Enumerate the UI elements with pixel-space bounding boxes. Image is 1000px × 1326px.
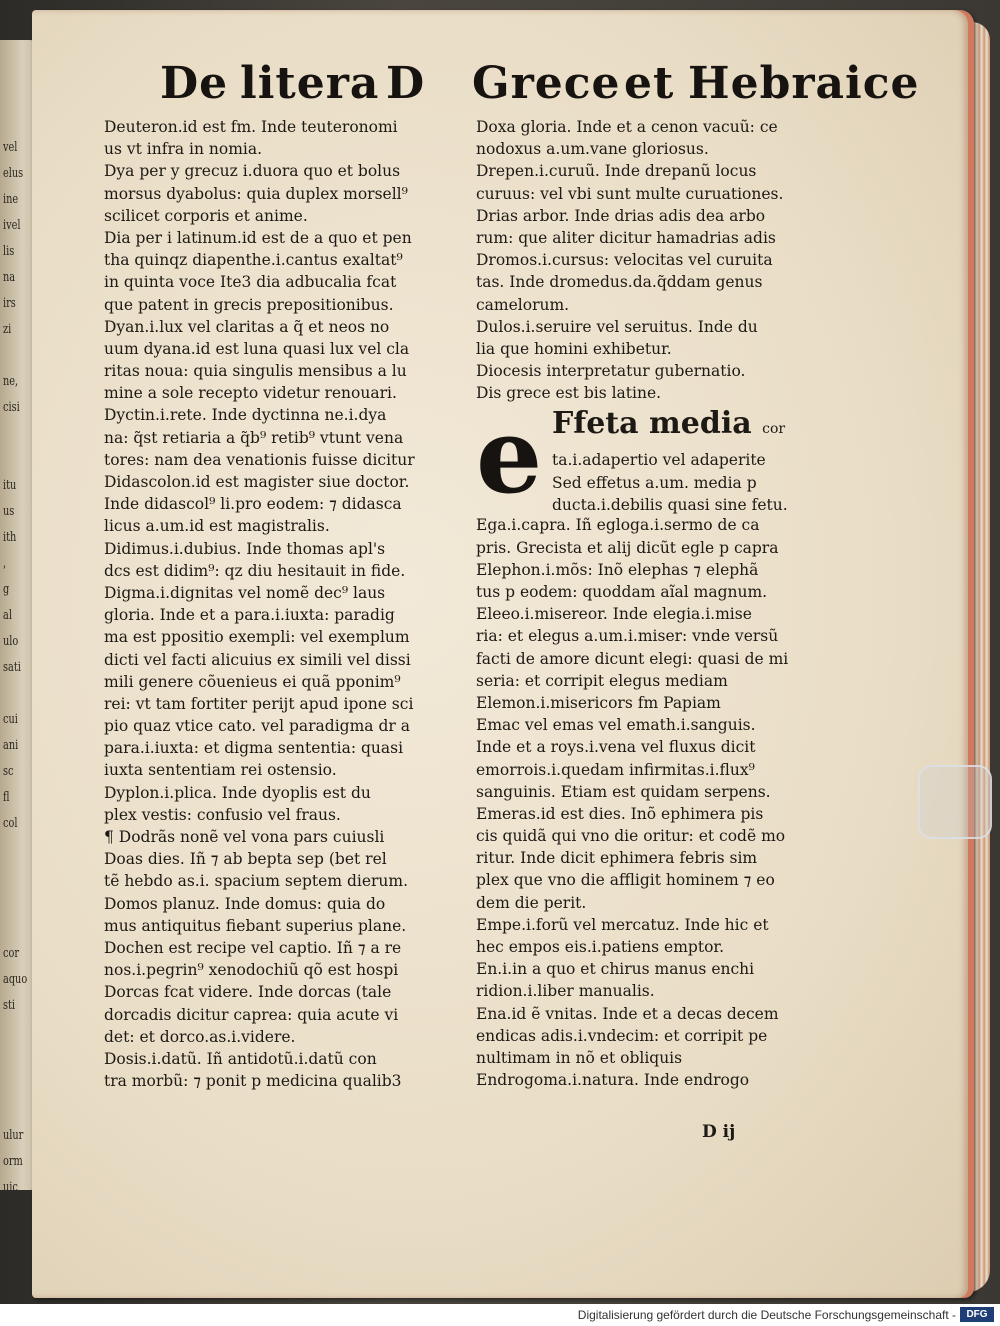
- text-line: morsus dyabolus: quia duplex morsell⁹: [104, 184, 408, 203]
- left-page-fragment: col: [3, 816, 18, 831]
- text-line: dcs est didim⁹: qz diu hesitauit in fide.: [104, 561, 406, 580]
- text-line: ta.i.adapertio vel adaperite: [552, 451, 766, 470]
- text-line: Emac vel emas vel emath.i.sanguis.: [476, 716, 756, 735]
- text-line: ritas noua: quia singulis mensibus a lu: [104, 362, 407, 381]
- text-line: Diocesis interpretatur gubernatio.: [476, 362, 746, 381]
- text-line: ducta.i.debilis quasi sine fetu.: [552, 495, 788, 514]
- text-line: endicas adis.i.vndecim: et corripit pe: [476, 1026, 768, 1045]
- text-line: ¶ Dodrãs nonẽ vel vona pars cuiusli: [104, 828, 385, 846]
- text-line: nultimam in nõ et obliquis: [476, 1048, 683, 1067]
- left-page-fragment: sati: [3, 660, 21, 675]
- left-page-fragment: aquo: [3, 972, 28, 987]
- text-line: Doxa gloria. Inde et a cenon vacuũ: ce: [476, 118, 778, 136]
- text-line: Dromos.i.cursus: velocitas vel curuita: [476, 251, 773, 270]
- text-line: En.i.in a quo et chirus manus enchi: [476, 960, 755, 979]
- text-line: Domos planuz. Inde domus: quia do: [104, 894, 386, 913]
- text-line: Dorcas fcat videre. Inde dorcas (tale: [104, 983, 392, 1002]
- text-line: Doas dies. Iñ ⁊ ab bepta sep (bet rel: [104, 850, 387, 869]
- text-line: Sed effetus a.um. media p: [552, 473, 757, 492]
- left-page-fragment: cisi: [3, 400, 20, 415]
- text-line: facti de amore dicunt elegi: quasi de mi: [476, 649, 789, 668]
- left-page-fragment: ,: [3, 556, 7, 571]
- text-line: emorrois.i.quedam infirmitas.i.flux⁹: [476, 760, 755, 779]
- text-line: Digma.i.dignitas vel nomẽ dec⁹ laus: [104, 583, 386, 602]
- left-page-fragment: zi: [3, 322, 12, 337]
- footer-credit: Digitalisierung gefördert durch die Deutsche Forschungsgemeinschaft -: [577, 1308, 956, 1322]
- text-line: scilicet corporis et anime.: [104, 206, 308, 225]
- text-line: Dyplon.i.plica. Inde dyoplis est du: [104, 783, 371, 802]
- left-page-fragment: us: [3, 504, 15, 519]
- text-line: camelorum.: [476, 295, 570, 314]
- text-line: Dia per i latinum.id est de a quo et pen: [104, 228, 412, 247]
- left-page-fragment: ulur: [3, 1128, 24, 1143]
- right-text-column: [476, 116, 836, 1091]
- text-line: pris. Grecista et alij dicũt egle p capra: [476, 538, 779, 557]
- text-line: Drias arbor. Inde drias adis dea arbo: [476, 206, 766, 225]
- left-page-fragment: ith: [3, 530, 17, 545]
- header-word: litera: [240, 58, 380, 109]
- left-page-fragment: cor: [3, 946, 19, 961]
- text-line: us vt infra in nomia.: [104, 140, 263, 159]
- text-line: det: et dorco.as.i.videre.: [104, 1027, 296, 1046]
- text-line: Ega.i.capra. Iñ egloga.i.sermo de ca: [476, 516, 760, 535]
- text-line: pio quaz vtice cato. vel paradigma dr a: [104, 717, 410, 736]
- text-line: que patent in grecis prepositionibus.: [104, 295, 394, 314]
- text-line: tra morbũ: ⁊ ponit p medicina qualib3: [104, 1072, 402, 1091]
- text-line: Elephon.i.mõs: Inõ elephas ⁊ elephã: [476, 560, 759, 579]
- text-line: iuxta sententiam rei ostensio.: [104, 761, 337, 780]
- left-page-fragment: ani: [3, 738, 19, 753]
- text-line: Dyctin.i.rete. Inde dyctinna ne.i.dya: [104, 406, 387, 425]
- left-page-fragment: cui: [3, 712, 18, 727]
- text-line: Dochen est recipe vel captio. Iñ ⁊ a re: [104, 938, 402, 957]
- text-line: tha quinqz diapenthe.i.cantus exaltat⁹: [104, 251, 403, 270]
- text-line: Eleeo.i.misereor. Inde elegia.i.mise: [476, 605, 752, 624]
- text-line: Dis grece est bis latine.: [476, 384, 662, 403]
- left-page-fragment: fl: [3, 790, 10, 805]
- signature-mark: D ij: [702, 1122, 736, 1142]
- text-line: mili genere cõuenieus ei quã pponim⁹: [104, 672, 401, 691]
- left-page-fragment: uic: [3, 1180, 18, 1190]
- text-line: Didimus.i.dubius. Inde thomas apl's: [104, 539, 386, 558]
- header-word: Hebraice: [688, 58, 920, 109]
- text-line: Empe.i.forũ vel mercatuz. Inde hic et: [476, 915, 769, 934]
- left-page-fragment: itu: [3, 478, 17, 493]
- text-line: rum: que aliter dicitur hamadrias adis: [476, 228, 776, 247]
- left-page-fragment: lis: [3, 244, 15, 259]
- text-line: tẽ hebdo as.i. spacium septem dierum.: [104, 872, 409, 891]
- left-page-fragment: ivel: [3, 218, 21, 233]
- text-line: plex que vno die affligit hominem ⁊ eo: [476, 871, 775, 890]
- text-line: ridion.i.liber manualis.: [476, 982, 655, 1001]
- initial-block: [476, 394, 836, 518]
- dfg-logo: DFG: [960, 1307, 994, 1322]
- text-line: tas. Inde dromedus.da.q̃ddam genus: [476, 273, 763, 292]
- text-line: curuus: vel vbi sunt multe curuationes.: [476, 184, 784, 203]
- text-line: hec empos eis.i.patiens emptor.: [476, 938, 725, 956]
- right-column-top: [476, 116, 836, 404]
- text-line: uum dyana.id est luna quasi lux vel cla: [104, 339, 410, 358]
- header-word: et: [624, 58, 675, 109]
- text-line: in quinta voce Ite3 dia adbucalia fcat: [104, 273, 397, 292]
- text-line: dorcadis dicitur caprea: quia acute vi: [104, 1005, 399, 1024]
- text-line: Dosis.i.datũ. Iñ antidotũ.i.datũ con: [104, 1049, 377, 1068]
- left-page-fragment: irs: [3, 296, 16, 311]
- text-line: ma est ppositio exempli: vel exemplum: [104, 628, 410, 647]
- text-line: Dulos.i.seruire vel seruitus. Inde du: [476, 317, 758, 336]
- text-line: Inde et a roys.i.vena vel fluxus dicit: [476, 738, 756, 757]
- header-word: Grece: [472, 58, 621, 109]
- text-line: sanguinis. Etiam est quidam serpens.: [476, 782, 771, 801]
- text-line: plex vestis: confusio vel fraus.: [104, 805, 341, 824]
- initial-text: [552, 404, 788, 516]
- text-line: dicti vel facti alicuius ex simili vel dissi: [104, 650, 411, 669]
- text-line: seria: et corripit elegus mediam: [476, 671, 728, 690]
- text-line: Elemon.i.misericors fm Papiam: [476, 693, 721, 712]
- text-line: tores: nam dea venationis fuisse dicitur: [104, 450, 415, 469]
- text-line: rei: vt tam fortiter perijt apud ipone sci: [104, 694, 414, 713]
- decorated-initial: e: [476, 394, 543, 518]
- text-line: mus antiquitus fiebant superius plane.: [104, 916, 407, 935]
- running-header: [160, 58, 920, 120]
- left-page-fragment: sc: [3, 764, 14, 779]
- text-line: Dya per y grecuz i.duora quo et bolus: [104, 162, 401, 181]
- left-page-fragment: na: [3, 270, 16, 285]
- page-clip: [918, 765, 992, 839]
- initial-heading-main: Ffeta media: [552, 406, 752, 442]
- left-page-fragment: ne,: [3, 374, 19, 389]
- text-line: licus a.um.id est magistralis.: [104, 517, 330, 536]
- text-line: nodoxus a.um.vane gloriosus.: [476, 140, 709, 159]
- header-word: D: [386, 58, 426, 109]
- text-line: Inde didascol⁹ li.pro eodem: ⁊ didasca: [104, 495, 402, 514]
- text-line: ritur. Inde dicit ephimera febris sim: [476, 849, 758, 868]
- text-line: Ena.id ẽ vnitas. Inde et a decas decem: [476, 1004, 779, 1023]
- initial-heading-small: cor: [762, 421, 786, 438]
- text-line: Endrogoma.i.natura. Inde endrogo: [476, 1071, 750, 1090]
- text-line: mine a sole recepto videtur renouari.: [104, 384, 397, 403]
- text-line: Emeras.id est dies. Inõ ephimera pis: [476, 804, 764, 823]
- text-line: Deuteron.id est fm. Inde teuteronomi: [104, 118, 398, 136]
- left-page-fragment: orm: [3, 1154, 23, 1169]
- text-line: Drepen.i.curuũ. Inde drepanũ locus: [476, 162, 757, 181]
- text-line: lia que homini exhibetur.: [476, 339, 672, 358]
- left-page-fragment: elus: [3, 166, 24, 181]
- footer-bar: [0, 1304, 1000, 1326]
- text-line: para.i.iuxta: et digma sententia: quasi: [104, 739, 404, 758]
- text-line: Didascolon.id est magister siue doctor.: [104, 473, 410, 491]
- text-line: na: q̃st retiaria a q̃b⁹ retib⁹ vtunt vena: [104, 428, 404, 447]
- left-page-fragment: ulo: [3, 634, 19, 649]
- text-line: dem die perit.: [476, 893, 587, 912]
- text-line: cis quidã qui vno die oritur: et codẽ mo: [476, 827, 786, 846]
- left-page-fragment: g: [3, 582, 10, 597]
- initial-heading: [552, 404, 788, 449]
- text-line: tus p eodem: quoddam aĩal magnum.: [476, 583, 768, 601]
- text-line: gloria. Inde et a para.i.iuxta: paradig: [104, 606, 395, 625]
- left-page-fragment: sti: [3, 998, 16, 1013]
- left-page-fragment: ine: [3, 192, 19, 207]
- text-line: Dyan.i.lux vel claritas a q̃ et neos no: [104, 317, 390, 336]
- right-column-bottom: [476, 514, 836, 1091]
- text-line: nos.i.pegrin⁹ xenodochiũ qõ est hospi: [104, 961, 399, 980]
- left-page-fragment: al: [3, 608, 12, 623]
- text-line: ria: et elegus a.um.i.miser: vnde versũ: [476, 627, 779, 646]
- left-text-column: [104, 116, 456, 1092]
- header-word: De: [160, 58, 229, 109]
- left-page-fragment: vel: [3, 140, 18, 155]
